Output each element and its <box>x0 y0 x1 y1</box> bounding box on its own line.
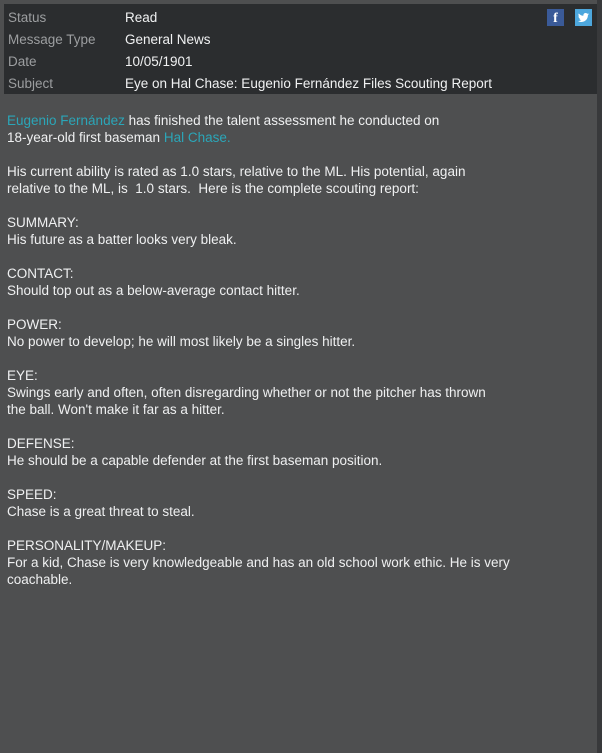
text-line <box>7 214 592 231</box>
facebook-share-icon[interactable] <box>547 9 564 26</box>
paragraph <box>7 486 592 520</box>
text-line <box>7 282 592 299</box>
text-segment: No power to develop; he will most likely be a singles hitter. <box>7 334 356 349</box>
text-line <box>7 486 592 503</box>
text-segment: Should top out as a below-average contact hitter. <box>7 283 300 298</box>
text-segment: coachable. <box>7 572 73 587</box>
text-segment: His future as a batter looks very bleak. <box>7 232 237 247</box>
text-line <box>7 503 592 520</box>
text-line <box>7 180 592 197</box>
field-value: 10/05/1901 <box>125 54 193 69</box>
message-header-panel <box>4 4 597 94</box>
text-segment: POWER: <box>7 317 62 332</box>
text-line <box>7 333 592 350</box>
window-edge-strip <box>597 0 602 753</box>
text-segment: the ball. Won't make it far as a hitter. <box>7 402 225 417</box>
field-label: Subject <box>8 76 54 91</box>
text-segment: CONTACT: <box>7 266 74 281</box>
text-line <box>7 384 592 401</box>
field-value: Read <box>125 10 158 25</box>
field-label: Date <box>8 54 37 69</box>
text-segment: Chase is a great threat to steal. <box>7 504 195 519</box>
text-line <box>7 231 592 248</box>
text-line <box>7 554 592 571</box>
text-segment: His current ability is rated as 1.0 stars, relative to the ML. His potential, again <box>7 164 466 179</box>
facebook-f-glyph: f <box>553 11 558 26</box>
text-segment: SUMMARY: <box>7 215 79 230</box>
paragraph <box>7 214 592 248</box>
field-value: Eye on Hal Chase: Eugenio Fernández Files Scouting Report <box>125 76 492 91</box>
paragraph <box>7 435 592 469</box>
text-segment: relative to the ML, is 1.0 stars. Here is the complete scouting report: <box>7 181 419 196</box>
field-label: Status <box>8 10 47 25</box>
paragraph <box>7 163 592 197</box>
text-line <box>7 316 592 333</box>
text-line <box>7 537 592 554</box>
message-meta-fields <box>8 7 597 95</box>
text-segment: For a kid, Chase is very knowledgeable and has an old school work ethic. He is very <box>7 555 510 570</box>
text-segment: DEFENSE: <box>7 436 75 451</box>
player-link[interactable]: Hal Chase. <box>163 130 231 145</box>
text-line <box>7 265 592 282</box>
text-segment: EYE: <box>7 368 38 383</box>
paragraph <box>7 537 592 588</box>
paragraph <box>7 367 592 418</box>
message-body <box>7 112 592 605</box>
player-link[interactable]: Eugenio Fernández <box>7 113 125 128</box>
text-segment: Swings early and often, often disregarding whether or not the pitcher has thrown <box>7 385 486 400</box>
text-line <box>7 571 592 588</box>
text-line <box>7 163 592 180</box>
field-value: General News <box>125 32 211 47</box>
text-segment: He should be a capable defender at the first baseman position. <box>7 453 383 468</box>
text-segment: 18-year-old first baseman <box>7 130 164 145</box>
paragraph <box>7 265 592 299</box>
text-line <box>7 452 592 469</box>
paragraph <box>7 316 592 350</box>
text-line <box>7 401 592 418</box>
text-line <box>7 367 592 384</box>
twitter-bird-icon <box>578 12 589 23</box>
text-line <box>7 129 592 146</box>
text-line <box>7 112 592 129</box>
text-segment: SPEED: <box>7 487 57 502</box>
text-segment: has finished the talent assessment he conducted on <box>124 113 440 128</box>
paragraph <box>7 112 592 146</box>
twitter-share-icon[interactable] <box>575 9 592 26</box>
text-segment: PERSONALITY/MAKEUP: <box>7 538 167 553</box>
field-label: Message Type <box>8 32 96 47</box>
text-line <box>7 435 592 452</box>
